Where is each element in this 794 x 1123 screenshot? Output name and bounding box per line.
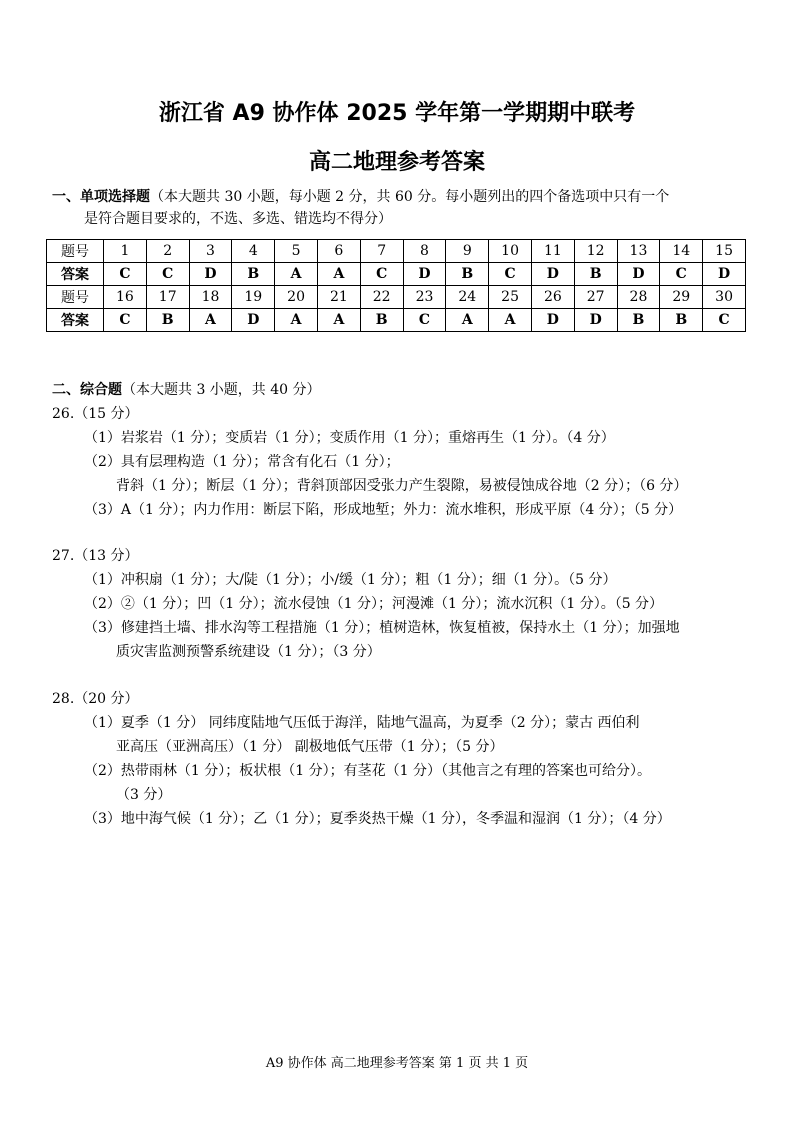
table-cell: B — [617, 309, 660, 332]
table-cell: C — [403, 309, 446, 332]
table-cell: 28 — [617, 286, 660, 309]
table-cell: D — [703, 263, 746, 286]
table-cell: D — [617, 263, 660, 286]
page-footer: A9 协作体 高二地理参考答案 第 1 页 共 1 页 — [265, 1056, 529, 1071]
table-cell: B — [446, 263, 489, 286]
table-cell: 1 — [104, 240, 147, 263]
row-header-number: 题号 — [47, 240, 104, 263]
table-cell: D — [574, 309, 617, 332]
page-title: 浙江省 A9 协作体 2025 学年第一学期期中联考 — [158, 101, 636, 126]
table-cell: B — [660, 309, 703, 332]
q28-label: 28.（20 分） — [52, 691, 139, 707]
row-header-number: 题号 — [47, 286, 104, 309]
table-cell: C — [360, 263, 403, 286]
table-cell: 3 — [189, 240, 232, 263]
table-cell: 10 — [489, 240, 532, 263]
table-cell: 26 — [531, 286, 574, 309]
table-cell: C — [489, 263, 532, 286]
table-cell: A — [275, 263, 318, 286]
table-cell: D — [189, 263, 232, 286]
table-cell: 21 — [317, 286, 360, 309]
table-cell: 29 — [660, 286, 703, 309]
page-subtitle: 高二地理参考答案 — [308, 150, 485, 175]
section1-intro — [52, 188, 669, 206]
table-cell: A — [275, 309, 318, 332]
table-cell: A — [317, 263, 360, 286]
table-cell: 9 — [446, 240, 489, 263]
table-cell: B — [146, 309, 189, 332]
table-cell: 23 — [403, 286, 446, 309]
section2-intro — [52, 381, 321, 399]
section1-note-line1: （本大题共 30 小题，每小题 2 分，共 60 分。每小题列出的四个备选项中只有一个 — [150, 189, 670, 205]
table-cell: D — [531, 263, 574, 286]
table-cell: C — [104, 263, 147, 286]
table-cell: 4 — [232, 240, 275, 263]
table-cell: 17 — [146, 286, 189, 309]
table-cell: A — [189, 309, 232, 332]
q28-line5: （3）地中海气候（1 分）；乙（1 分）；夏季炎热干燥（1 分），冬季温和湿润（1 分）；（4 分） — [84, 811, 671, 827]
table-cell: 25 — [489, 286, 532, 309]
table-cell: 20 — [275, 286, 318, 309]
table-cell: 14 — [660, 240, 703, 263]
section1-heading: 一、单项选择题 — [52, 189, 150, 205]
table-row-answers-2 — [47, 309, 746, 332]
table-cell: C — [703, 309, 746, 332]
table-cell: B — [232, 263, 275, 286]
table-cell: D — [531, 309, 574, 332]
table-cell: 5 — [275, 240, 318, 263]
table-row-numbers-2 — [47, 286, 746, 309]
row-header-answer: 答案 — [47, 263, 104, 286]
q27-line2: （2）②（1 分）；凹（1 分）；流水侵蚀（1 分）；河漫滩（1 分）；流水沉积（1 分）。（5 分） — [84, 596, 664, 612]
table-cell: B — [574, 263, 617, 286]
table-cell: 12 — [574, 240, 617, 263]
q26-label: 26.（15 分） — [52, 406, 139, 422]
table-cell: 27 — [574, 286, 617, 309]
table-cell: 11 — [531, 240, 574, 263]
table-cell: 15 — [703, 240, 746, 263]
table-cell: 19 — [232, 286, 275, 309]
table-row-numbers-1 — [47, 240, 746, 263]
q28-line4: （3 分） — [116, 787, 172, 803]
q28-line1: （1）夏季（1 分） 同纬度陆地气压低于海洋，陆地气温高，为夏季（2 分）；蒙古 西伯利 — [84, 715, 640, 731]
table-cell: 6 — [317, 240, 360, 263]
answer-table — [46, 239, 746, 332]
section2-note: （本大题共 3 小题，共 40 分） — [122, 382, 321, 398]
table-cell: C — [660, 263, 703, 286]
table-cell: 13 — [617, 240, 660, 263]
table-cell: C — [104, 309, 147, 332]
q27-label: 27.（13 分） — [52, 548, 139, 564]
q26-line1: （1）岩浆岩（1 分）；变质岩（1 分）；变质作用（1 分）；重熔再生（1 分）。（4 分） — [84, 430, 615, 446]
q26-line4: （3）A（1 分）；内力作用：断层下陷，形成地堑；外力：流水堆积，形成平原（4 分）；（5 分） — [84, 502, 683, 518]
table-cell: D — [403, 263, 446, 286]
q28-line3: （2）热带雨林（1 分）；板状根（1 分）；有茎花（1 分）（其他言之有理的答案也可给分）。 — [84, 763, 651, 779]
table-cell: 30 — [703, 286, 746, 309]
q28-line2: 亚高压（亚洲高压）（1 分） 副极地低气压带（1 分）；（5 分） — [116, 739, 504, 755]
q27-line1: （1）冲积扇（1 分）；大/陡（1 分）；小/缓（1 分）；粗（1 分）；细（1 分）。（5 分） — [84, 572, 617, 588]
table-cell: 22 — [360, 286, 403, 309]
table-cell: 24 — [446, 286, 489, 309]
table-row-answers-1 — [47, 263, 746, 286]
q27-line3: （3）修建挡土墙、排水沟等工程措施（1 分）；植树造林，恢复植被，保持水土（1 分）；加强地 — [84, 620, 680, 636]
q26-line2: （2）具有层理构造（1 分）；常含有化石（1 分）； — [84, 454, 400, 470]
section1-note-line2: 是符合题目要求的，不选、多选、错选均不得分） — [84, 211, 392, 227]
table-cell: 2 — [146, 240, 189, 263]
table-cell: 18 — [189, 286, 232, 309]
table-cell: 16 — [104, 286, 147, 309]
table-cell: A — [317, 309, 360, 332]
row-header-answer: 答案 — [47, 309, 104, 332]
table-cell: A — [446, 309, 489, 332]
table-cell: D — [232, 309, 275, 332]
table-cell: C — [146, 263, 189, 286]
table-cell: A — [489, 309, 532, 332]
table-cell: 7 — [360, 240, 403, 263]
section2-heading: 二、综合题 — [52, 382, 122, 398]
q26-line3: 背斜（1 分）；断层（1 分）；背斜顶部因受张力产生裂隙，易被侵蚀成谷地（2 分）；（6 分） — [116, 478, 688, 494]
q27-line4: 质灾害监测预警系统建设（1 分）；（3 分） — [116, 644, 381, 660]
table-cell: B — [360, 309, 403, 332]
table-cell: 8 — [403, 240, 446, 263]
